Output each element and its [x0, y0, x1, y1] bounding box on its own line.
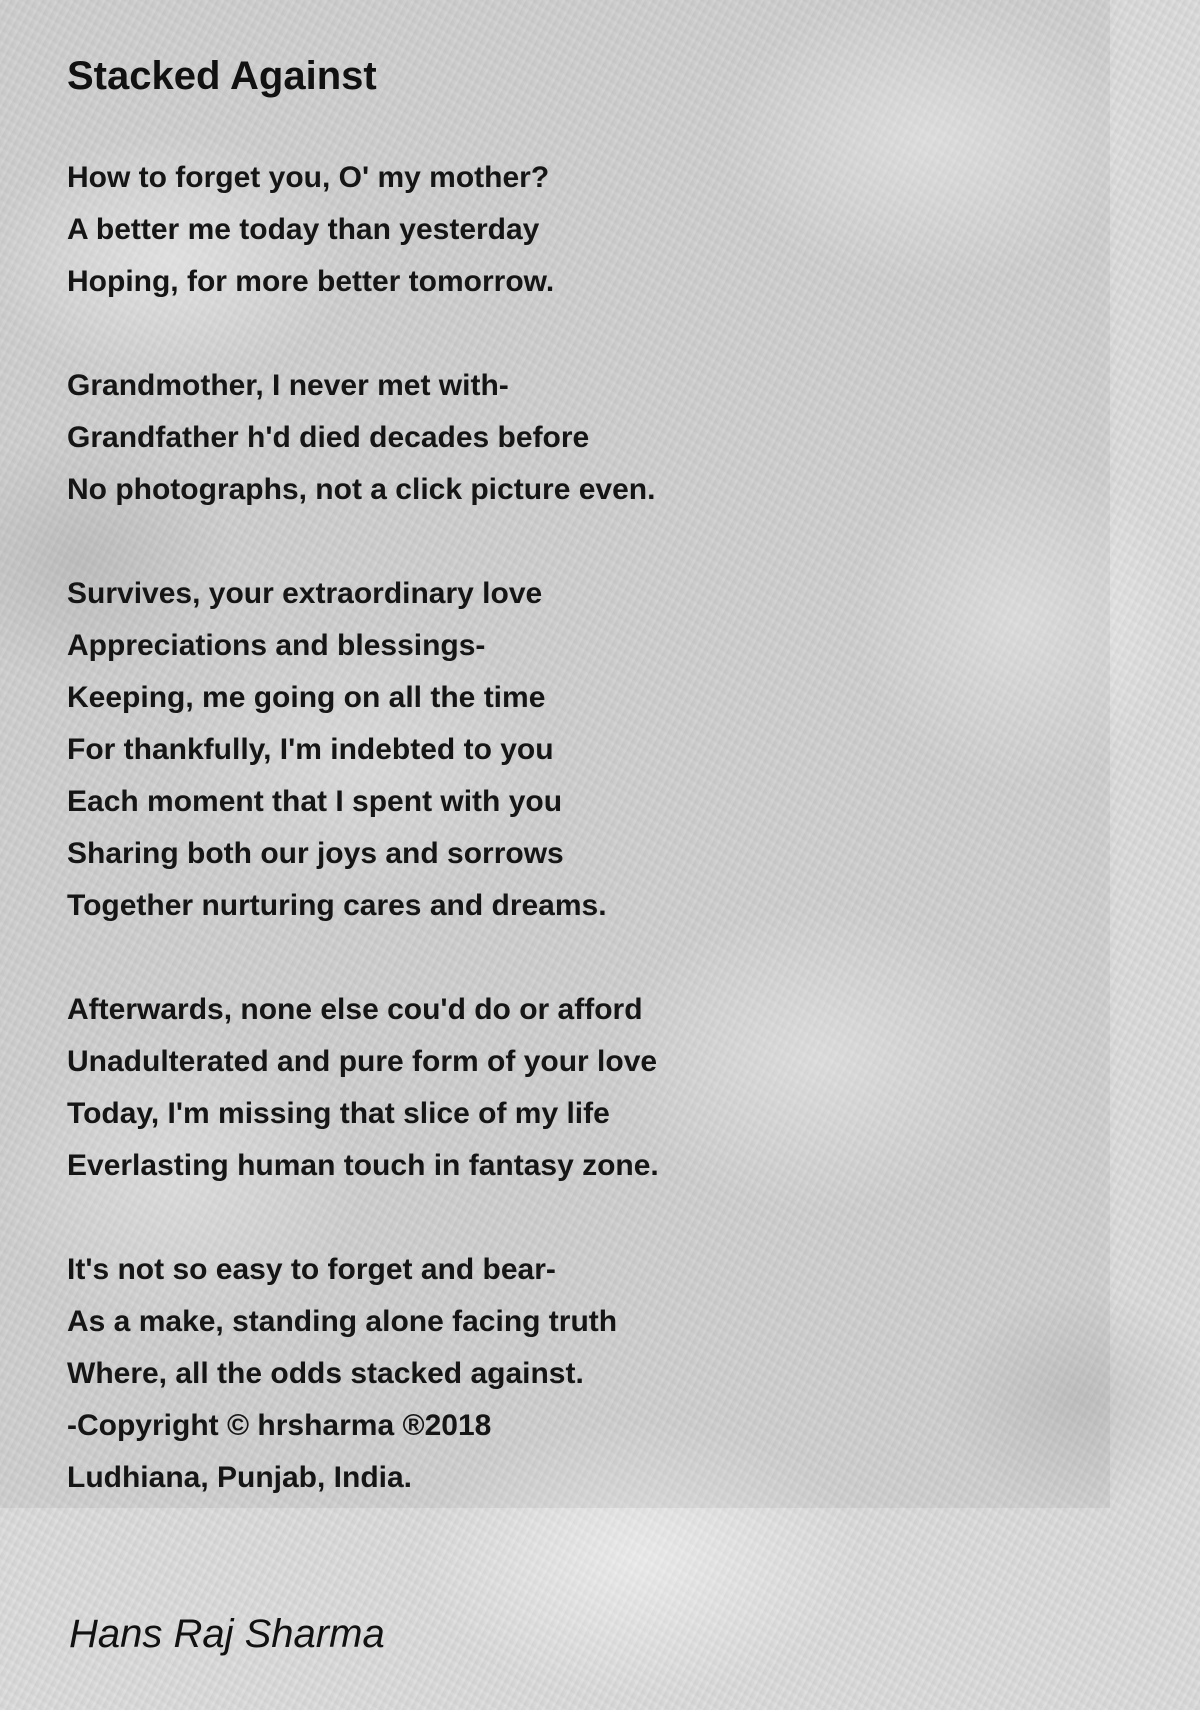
poem-line: Where, all the odds stacked against.	[67, 1357, 584, 1390]
poem-line: Keeping, me going on all the time	[67, 681, 546, 714]
stanza	[67, 568, 1067, 932]
stanza	[67, 1244, 1067, 1504]
copyright-line: -Copyright © hrsharma ®2018	[67, 1409, 492, 1442]
poem-line: Hoping, for more better tomorrow.	[67, 265, 555, 298]
poem-line: A better me today than yesterday	[67, 213, 540, 246]
poem-line: Appreciations and blessings-	[67, 629, 486, 662]
poem-line: Each moment that I spent with you	[67, 785, 563, 818]
poem-line: Survives, your extraordinary love	[67, 577, 543, 610]
stanza	[67, 152, 1067, 308]
stanza	[67, 984, 1067, 1192]
poem-line: Grandfather h'd died decades before	[67, 421, 590, 454]
location-line: Ludhiana, Punjab, India.	[67, 1461, 413, 1494]
poem-line: Today, I'm missing that slice of my life	[67, 1097, 610, 1130]
author-name: Hans Raj Sharma	[69, 1612, 385, 1656]
poem-line: Afterwards, none else cou'd do or afford	[67, 993, 643, 1026]
poem-line: As a make, standing alone facing truth	[67, 1305, 618, 1338]
stanza-break	[67, 516, 1067, 568]
stanza-break	[67, 1192, 1067, 1244]
poem-title: Stacked Against	[67, 54, 377, 98]
poem-line: Together nurturing cares and dreams.	[67, 889, 607, 922]
poem-body	[67, 152, 1067, 1504]
stanza-break	[67, 308, 1067, 360]
poem-line: For thankfully, I'm indebted to you	[67, 733, 554, 766]
poem-line: Unadulterated and pure form of your love	[67, 1045, 658, 1078]
stanza-break	[67, 932, 1067, 984]
poem-line: How to forget you, O' my mother?	[67, 161, 550, 194]
stanza	[67, 360, 1067, 516]
poem-line: It's not so easy to forget and bear-	[67, 1253, 556, 1286]
poem-line: No photographs, not a click picture even.	[67, 473, 656, 506]
poem-line: Everlasting human touch in fantasy zone.	[67, 1149, 659, 1182]
poem-line: Grandmother, I never met with-	[67, 369, 509, 402]
poem-line: Sharing both our joys and sorrows	[67, 837, 564, 870]
